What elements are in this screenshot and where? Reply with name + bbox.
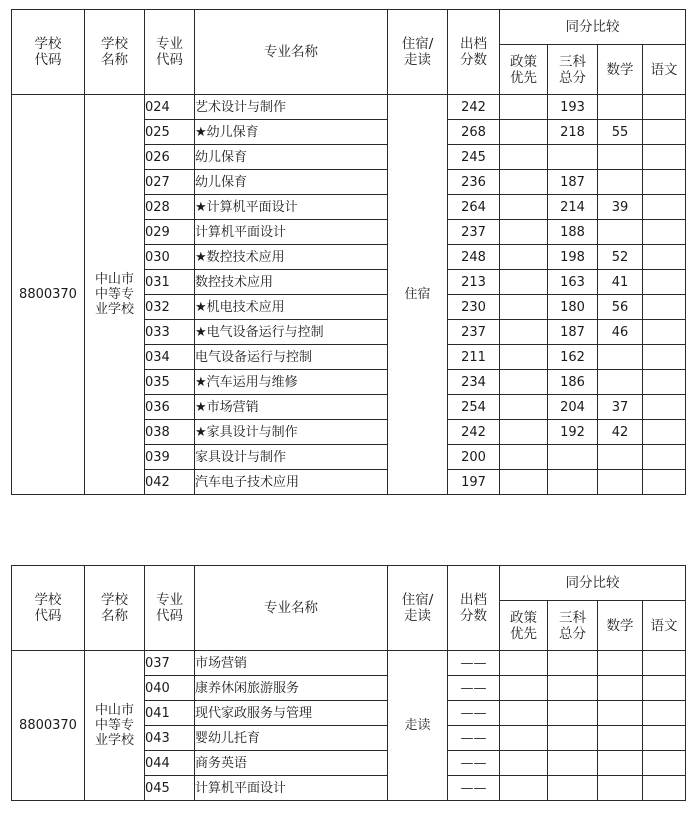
math-cell [598, 445, 643, 470]
major-name-cell: 现代家政服务与管理 [195, 701, 388, 726]
major-name-cell: 商务英语 [195, 751, 388, 776]
major-name-cell: ★汽车运用与维修 [195, 370, 388, 395]
chinese-cell [643, 676, 686, 701]
math-cell: 46 [598, 320, 643, 345]
policy-cell [500, 445, 548, 470]
major-name-cell: 康养休闲旅游服务 [195, 676, 388, 701]
policy-cell [500, 776, 548, 801]
min-score-cell: 264 [448, 195, 500, 220]
major-name-cell: 艺术设计与制作 [195, 95, 388, 120]
min-score-cell: 254 [448, 395, 500, 420]
school-name-line: 中山市 [94, 272, 134, 287]
major-name-cell: 幼儿保育 [195, 145, 388, 170]
major-name-cell: 数控技术应用 [195, 270, 388, 295]
three-total-cell: 198 [548, 245, 598, 270]
three-total-cell: 214 [548, 195, 598, 220]
header-school-code: 学校 代码 [12, 566, 85, 651]
min-score-cell: —— [448, 676, 500, 701]
school-name-line: 中等专 [94, 718, 134, 733]
header-school-name: 学校 名称 [85, 10, 145, 95]
math-cell [598, 676, 643, 701]
major-name-cell: ★家具设计与制作 [195, 420, 388, 445]
admission-table-day [11, 565, 686, 801]
major-code-cell: 028 [145, 195, 195, 220]
major-name-cell: ★机电技术应用 [195, 295, 388, 320]
math-cell [598, 170, 643, 195]
math-cell [598, 776, 643, 801]
chinese-cell [643, 195, 686, 220]
major-code-cell: 031 [145, 270, 195, 295]
chinese-cell [643, 370, 686, 395]
three-total-cell [548, 676, 598, 701]
three-total-cell: 187 [548, 320, 598, 345]
header-tie-break: 同分比较 [500, 10, 686, 45]
three-total-cell [548, 726, 598, 751]
chinese-cell [643, 95, 686, 120]
policy-cell [500, 220, 548, 245]
major-name-cell: 家具设计与制作 [195, 445, 388, 470]
school-name-line: 中等专 [94, 287, 134, 302]
math-cell [598, 751, 643, 776]
three-total-cell [548, 651, 598, 676]
major-code-cell: 044 [145, 751, 195, 776]
min-score-cell: 245 [448, 145, 500, 170]
major-name-cell: 幼儿保育 [195, 170, 388, 195]
chinese-cell [643, 726, 686, 751]
three-total-cell [548, 751, 598, 776]
math-cell [598, 345, 643, 370]
policy-cell [500, 726, 548, 751]
three-total-cell: 204 [548, 395, 598, 420]
policy-cell [500, 676, 548, 701]
policy-cell [500, 120, 548, 145]
chinese-cell [643, 295, 686, 320]
chinese-cell [643, 145, 686, 170]
min-score-cell: 248 [448, 245, 500, 270]
min-score-cell: 234 [448, 370, 500, 395]
chinese-cell [643, 751, 686, 776]
header-school-code: 学校 代码 [12, 10, 85, 95]
min-score-cell: 213 [448, 270, 500, 295]
min-score-cell: 242 [448, 420, 500, 445]
min-score-cell: 200 [448, 445, 500, 470]
major-code-cell: 043 [145, 726, 195, 751]
major-code-cell: 027 [145, 170, 195, 195]
major-name-cell: 电气设备运行与控制 [195, 345, 388, 370]
header-min-score: 出档 分数 [448, 566, 500, 651]
math-cell [598, 220, 643, 245]
policy-cell [500, 95, 548, 120]
major-code-cell: 042 [145, 470, 195, 495]
major-code-cell: 026 [145, 145, 195, 170]
math-cell [598, 651, 643, 676]
major-name-cell: ★电气设备运行与控制 [195, 320, 388, 345]
math-cell [598, 470, 643, 495]
three-total-cell: 218 [548, 120, 598, 145]
school-name-line: 业学校 [94, 302, 134, 317]
header-major-name: 专业名称 [195, 10, 388, 95]
chinese-cell [643, 701, 686, 726]
three-total-cell: 162 [548, 345, 598, 370]
min-score-cell: —— [448, 651, 500, 676]
admission-table-boarding [11, 9, 686, 495]
chinese-cell [643, 345, 686, 370]
policy-cell [500, 295, 548, 320]
header-min-score: 出档 分数 [448, 10, 500, 95]
policy-cell [500, 245, 548, 270]
header-major-code: 专业 代码 [145, 566, 195, 651]
school-name-line: 中山市 [94, 703, 134, 718]
policy-cell [500, 470, 548, 495]
three-total-cell: 188 [548, 220, 598, 245]
header-policy: 政策 优先 [500, 601, 548, 651]
chinese-cell [643, 420, 686, 445]
policy-cell [500, 195, 548, 220]
chinese-cell [643, 395, 686, 420]
math-cell [598, 701, 643, 726]
math-cell: 41 [598, 270, 643, 295]
math-cell [598, 370, 643, 395]
chinese-cell [643, 445, 686, 470]
min-score-cell: —— [448, 776, 500, 801]
major-code-cell: 034 [145, 345, 195, 370]
math-cell [598, 95, 643, 120]
major-name-cell: 市场营销 [195, 651, 388, 676]
major-name-cell: ★市场营销 [195, 395, 388, 420]
header-math: 数学 [598, 45, 643, 95]
policy-cell [500, 320, 548, 345]
major-code-cell: 024 [145, 95, 195, 120]
header-major-code: 专业 代码 [145, 10, 195, 95]
chinese-cell [643, 120, 686, 145]
chinese-cell [643, 270, 686, 295]
min-score-cell: 211 [448, 345, 500, 370]
chinese-cell [643, 776, 686, 801]
policy-cell [500, 751, 548, 776]
school-name-line: 业学校 [94, 733, 134, 748]
math-cell: 37 [598, 395, 643, 420]
policy-cell [500, 395, 548, 420]
min-score-cell: 242 [448, 95, 500, 120]
major-code-cell: 041 [145, 701, 195, 726]
min-score-cell: —— [448, 726, 500, 751]
three-total-cell [548, 145, 598, 170]
header-boarding: 住宿/ 走读 [388, 10, 448, 95]
policy-cell [500, 345, 548, 370]
policy-cell [500, 370, 548, 395]
school-code-cell: 8800370 [12, 651, 85, 801]
math-cell: 39 [598, 195, 643, 220]
policy-cell [500, 701, 548, 726]
major-code-cell: 039 [145, 445, 195, 470]
min-score-cell: 197 [448, 470, 500, 495]
three-total-cell: 186 [548, 370, 598, 395]
min-score-cell: —— [448, 751, 500, 776]
major-code-cell: 029 [145, 220, 195, 245]
min-score-cell: 230 [448, 295, 500, 320]
math-cell: 42 [598, 420, 643, 445]
major-name-cell: ★数控技术应用 [195, 245, 388, 270]
min-score-cell: —— [448, 701, 500, 726]
header-chinese: 语文 [643, 601, 686, 651]
chinese-cell [643, 651, 686, 676]
min-score-cell: 237 [448, 320, 500, 345]
header-chinese: 语文 [643, 45, 686, 95]
major-code-cell: 030 [145, 245, 195, 270]
boarding-cell: 住宿 [388, 95, 448, 495]
header-three-total: 三科 总分 [548, 601, 598, 651]
policy-cell [500, 145, 548, 170]
math-cell [598, 726, 643, 751]
three-total-cell: 180 [548, 295, 598, 320]
table-row [12, 651, 686, 676]
major-name-cell: ★幼儿保育 [195, 120, 388, 145]
three-total-cell: 187 [548, 170, 598, 195]
chinese-cell [643, 220, 686, 245]
major-code-cell: 037 [145, 651, 195, 676]
table-row [12, 95, 686, 120]
table2-body [12, 651, 686, 801]
three-total-cell [548, 445, 598, 470]
school-code-cell: 8800370 [12, 95, 85, 495]
boarding-cell: 走读 [388, 651, 448, 801]
header-policy: 政策 优先 [500, 45, 548, 95]
three-total-cell: 193 [548, 95, 598, 120]
three-total-cell [548, 701, 598, 726]
major-name-cell: 计算机平面设计 [195, 776, 388, 801]
math-cell: 56 [598, 295, 643, 320]
policy-cell [500, 270, 548, 295]
header-school-name: 学校 名称 [85, 566, 145, 651]
chinese-cell [643, 320, 686, 345]
header-boarding: 住宿/ 走读 [388, 566, 448, 651]
table1-body [12, 95, 686, 495]
min-score-cell: 236 [448, 170, 500, 195]
header-major-name: 专业名称 [195, 566, 388, 651]
header-math: 数学 [598, 601, 643, 651]
three-total-cell [548, 470, 598, 495]
policy-cell [500, 170, 548, 195]
min-score-cell: 237 [448, 220, 500, 245]
chinese-cell [643, 470, 686, 495]
major-name-cell: 计算机平面设计 [195, 220, 388, 245]
policy-cell [500, 420, 548, 445]
chinese-cell [643, 245, 686, 270]
major-name-cell: 婴幼儿托育 [195, 726, 388, 751]
major-code-cell: 025 [145, 120, 195, 145]
major-name-cell: ★计算机平面设计 [195, 195, 388, 220]
major-code-cell: 033 [145, 320, 195, 345]
header-tie-break: 同分比较 [500, 566, 686, 601]
major-code-cell: 045 [145, 776, 195, 801]
chinese-cell [643, 170, 686, 195]
policy-cell [500, 651, 548, 676]
school-name-cell [85, 651, 145, 801]
major-code-cell: 038 [145, 420, 195, 445]
math-cell [598, 145, 643, 170]
major-code-cell: 032 [145, 295, 195, 320]
major-name-cell: 汽车电子技术应用 [195, 470, 388, 495]
major-code-cell: 040 [145, 676, 195, 701]
school-name-cell [85, 95, 145, 495]
three-total-cell [548, 776, 598, 801]
three-total-cell: 163 [548, 270, 598, 295]
min-score-cell: 268 [448, 120, 500, 145]
header-three-total: 三科 总分 [548, 45, 598, 95]
math-cell: 55 [598, 120, 643, 145]
major-code-cell: 035 [145, 370, 195, 395]
three-total-cell: 192 [548, 420, 598, 445]
major-code-cell: 036 [145, 395, 195, 420]
math-cell: 52 [598, 245, 643, 270]
